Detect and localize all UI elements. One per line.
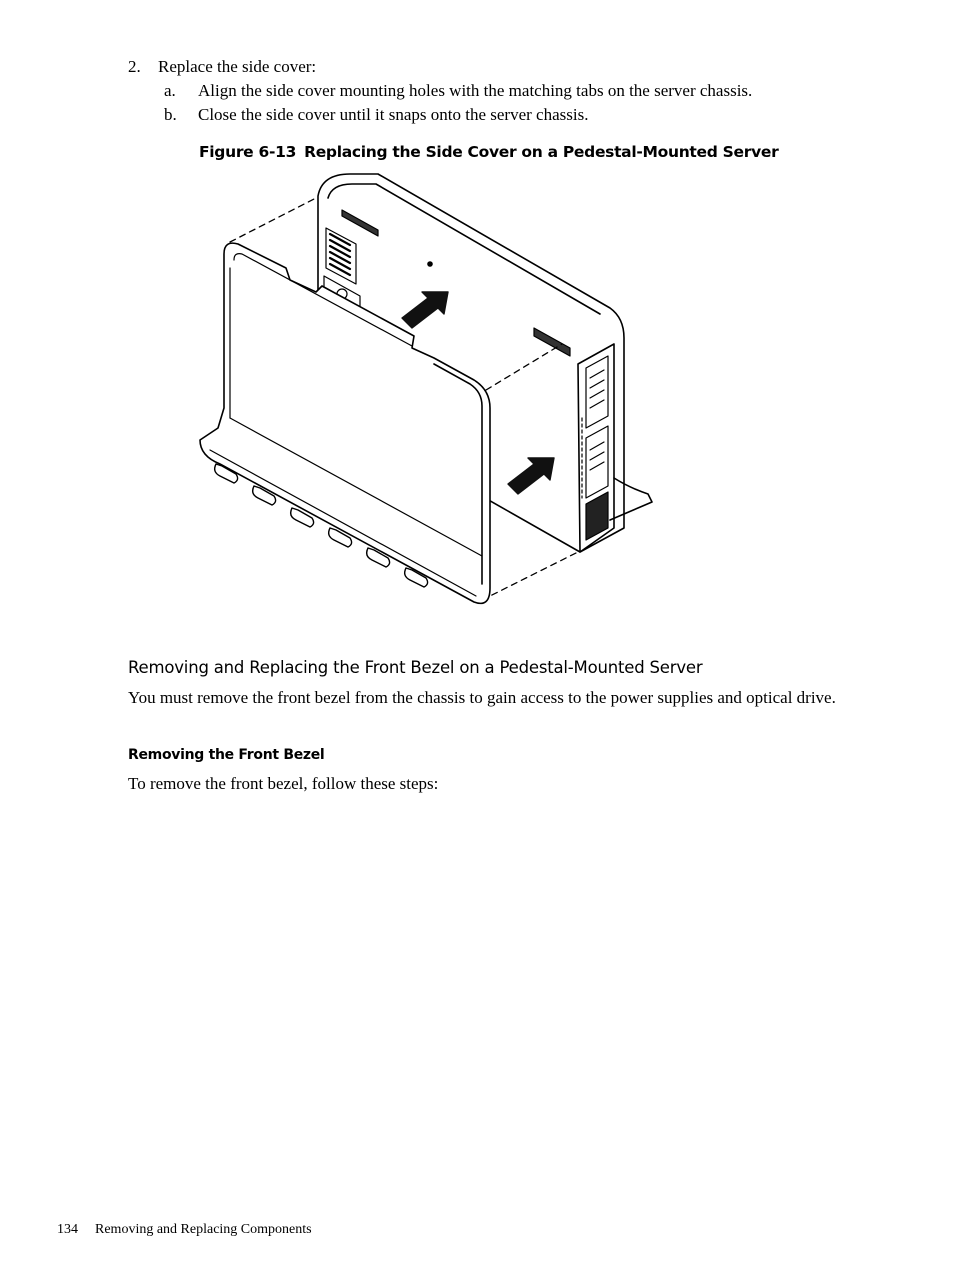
step-number: 2.	[128, 57, 141, 76]
page-footer	[57, 1222, 312, 1238]
chapter-title: Removing and Replacing Components	[95, 1222, 312, 1237]
substep-b	[164, 105, 588, 125]
step-text: Replace the side cover:	[158, 57, 317, 76]
subheading: Removing the Front Bezel	[128, 747, 325, 763]
instruction-paragraph: To remove the front bezel, follow these steps:	[128, 774, 439, 793]
substep-label: b.	[164, 105, 177, 124]
intro-paragraph: You must remove the front bezel from the chassis to gain access to the power supplies and optical drive.	[128, 688, 836, 707]
step-2	[128, 57, 316, 77]
figure-caption	[199, 143, 778, 161]
figure-number: Figure 6-13	[199, 143, 297, 161]
section-heading: Removing and Replacing the Front Bezel on a Pedestal-Mounted Server	[128, 658, 703, 677]
side-cover-illustration	[190, 168, 660, 620]
substep-text: Align the side cover mounting holes with the matching tabs on the server chassis.	[198, 81, 753, 100]
figure-title: Replacing the Side Cover on a Pedestal-Mounted Server	[304, 143, 779, 161]
substep-label: a.	[164, 81, 176, 100]
substep-text: Close the side cover until it snaps onto the server chassis.	[198, 105, 589, 124]
substep-a	[164, 81, 752, 101]
page-number: 134	[57, 1222, 78, 1237]
